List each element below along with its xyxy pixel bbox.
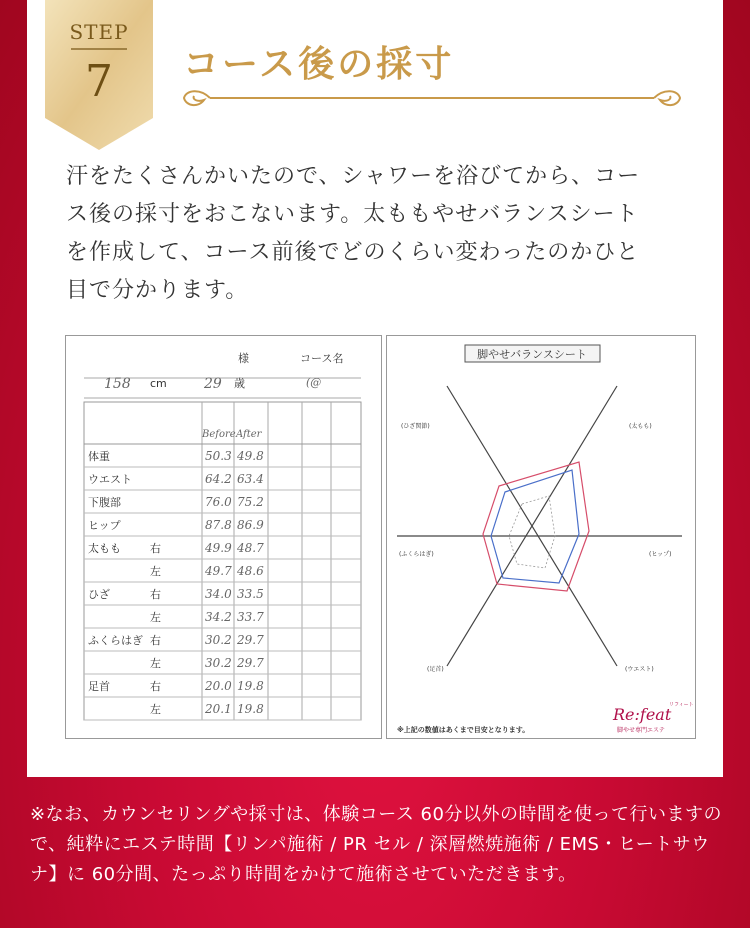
row-before: 76.0 bbox=[205, 495, 232, 509]
measurement-sheet bbox=[65, 335, 382, 739]
row-side: 右 bbox=[150, 634, 161, 647]
intro-line: を作成して、コース前後でどのくらい変わったのかひと bbox=[66, 240, 640, 265]
brand-tagline: 脚やせ専門エステ bbox=[617, 727, 665, 734]
row-before: 50.3 bbox=[205, 449, 232, 463]
table-row bbox=[88, 495, 264, 509]
brand-logo: Re:feat bbox=[613, 705, 672, 724]
row-after: 63.4 bbox=[237, 472, 264, 486]
col-before: Before bbox=[202, 429, 236, 440]
row-before: 30.2 bbox=[205, 633, 232, 647]
height-value: 158 bbox=[104, 376, 131, 392]
step-number: 7 bbox=[85, 56, 113, 107]
row-before: 64.2 bbox=[205, 472, 232, 486]
row-side: 左 bbox=[150, 703, 161, 716]
table-row bbox=[88, 518, 264, 532]
age-value: 29 bbox=[204, 376, 222, 392]
row-label: ウエスト bbox=[88, 473, 132, 486]
row-after: 29.7 bbox=[237, 656, 264, 670]
brand-sub: リフィート bbox=[669, 702, 694, 708]
row-before: 49.9 bbox=[205, 541, 232, 555]
page-title: コース後の採寸 bbox=[183, 43, 455, 85]
table-row bbox=[88, 679, 264, 693]
height-unit: cm bbox=[150, 377, 167, 390]
row-after: 75.2 bbox=[237, 495, 264, 509]
row-before: 49.7 bbox=[205, 564, 232, 578]
row-after: 86.9 bbox=[237, 518, 264, 532]
row-label: ヒップ bbox=[88, 519, 121, 532]
bottom-note: ※なお、カウンセリングや採寸は、体験コース 60分以外の時間を使って行いますので、純粋にエステ時間【リンパ施術 / PR セル / 深層燃焼施術 / EMS・ヒートサウナ】に 60分間、たっぷり時間をかけて施術させていただきます。 bbox=[30, 804, 722, 885]
table-row bbox=[88, 587, 264, 601]
row-label: ひざ bbox=[88, 588, 110, 601]
row-after: 33.5 bbox=[237, 587, 264, 601]
row-side: 右 bbox=[150, 542, 161, 555]
balance-sheet bbox=[386, 335, 696, 739]
table-row bbox=[150, 564, 264, 578]
header-sama: 様 bbox=[238, 352, 249, 365]
row-label: 体重 bbox=[88, 450, 110, 463]
step-badge bbox=[45, 0, 153, 150]
table-row bbox=[88, 472, 264, 486]
axis-label-waist: (ウエスト) bbox=[625, 666, 654, 673]
row-side: 左 bbox=[150, 611, 161, 624]
row-label: 下腹部 bbox=[88, 496, 121, 509]
sheet-title: 脚やせバランスシート bbox=[477, 348, 587, 361]
age-unit: 歳 bbox=[234, 377, 245, 390]
table-row bbox=[150, 702, 264, 716]
sheet-footnote: ※上記の数値はあくまで目安となります。 bbox=[397, 726, 530, 734]
row-label: ふくらはぎ bbox=[88, 634, 143, 647]
row-side: 右 bbox=[150, 588, 161, 601]
ideal-shape bbox=[509, 496, 555, 568]
row-after: 33.7 bbox=[237, 610, 264, 624]
intro-line: ス後の採寸をおこないます。太ももやせバランスシート bbox=[66, 202, 639, 227]
measurement-table bbox=[66, 336, 381, 738]
axis-label-thigh: (太もも) bbox=[629, 423, 652, 430]
row-after: 48.6 bbox=[237, 564, 264, 578]
axis-label-hip: (ヒップ) bbox=[649, 551, 672, 558]
row-after: 49.8 bbox=[237, 449, 264, 463]
col-after: After bbox=[236, 429, 262, 440]
row-label: 太もも bbox=[88, 542, 121, 555]
course-value: (@ bbox=[306, 376, 322, 389]
axis-label-ankle: (足首) bbox=[427, 666, 444, 673]
after-shape bbox=[491, 470, 579, 583]
table-row bbox=[88, 449, 264, 463]
intro-line: 目で分かります。 bbox=[66, 278, 249, 303]
intro-text bbox=[66, 158, 696, 310]
title-ornament bbox=[176, 86, 688, 110]
axis-label-calf: (ふくらはぎ) bbox=[399, 551, 434, 558]
row-label: 足首 bbox=[88, 680, 110, 693]
balance-chart bbox=[387, 336, 695, 738]
intro-line: 汗をたくさんかいたので、シャワーを浴びてから、コー bbox=[66, 164, 641, 189]
row-before: 87.8 bbox=[205, 518, 232, 532]
row-before: 20.0 bbox=[205, 679, 232, 693]
table-row bbox=[150, 610, 264, 624]
table-row bbox=[88, 633, 264, 647]
row-after: 29.7 bbox=[237, 633, 264, 647]
header-course: コース名 bbox=[300, 352, 344, 365]
row-side: 左 bbox=[150, 565, 161, 578]
row-after: 19.8 bbox=[237, 702, 264, 716]
row-after: 19.8 bbox=[237, 679, 264, 693]
row-before: 34.2 bbox=[205, 610, 232, 624]
table-row bbox=[88, 541, 264, 555]
row-before: 20.1 bbox=[205, 702, 232, 716]
step-label: STEP bbox=[69, 20, 129, 44]
row-before: 30.2 bbox=[205, 656, 232, 670]
row-before: 34.0 bbox=[205, 587, 232, 601]
row-after: 48.7 bbox=[237, 541, 264, 555]
row-side: 左 bbox=[150, 657, 161, 670]
axis-label-knee: (ひざ関節) bbox=[401, 423, 430, 430]
table-row bbox=[150, 656, 264, 670]
row-side: 右 bbox=[150, 680, 161, 693]
